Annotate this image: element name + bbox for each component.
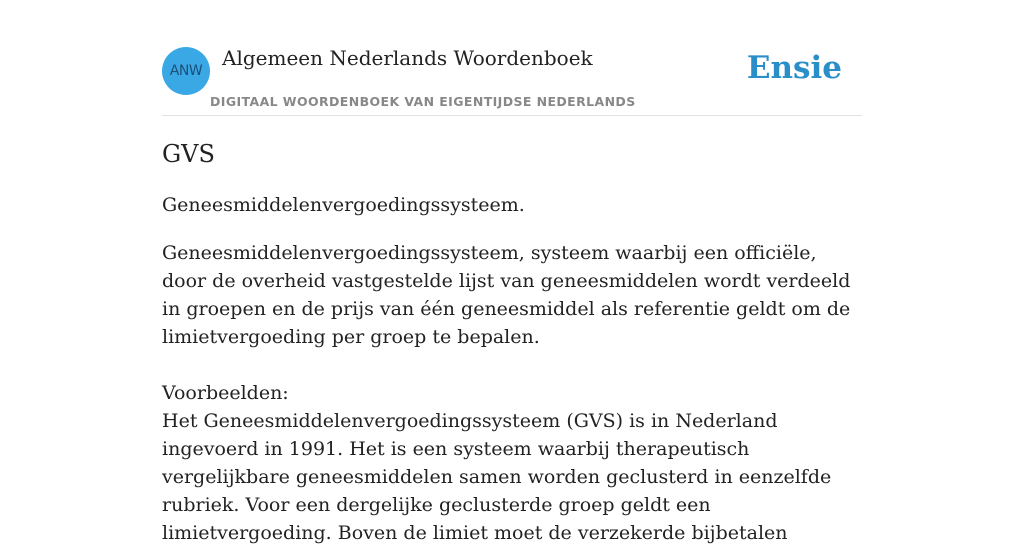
entry-example: Het Geneesmiddelenvergoedingssysteem (GVS) is in Nederland ingevoerd in 1991. Het is een systeem waarbij therapeutisch vergelijkbare geneesmiddelen samen worden geclusterd in eenzelfde rubriek. Voor een dergelijke geclusterde groep geldt een limietvergoeding. Boven de limiet moet de verzekerde bijbetalen: [162, 410, 832, 544]
entry-headword: GVS: [162, 140, 215, 168]
entry-body: [162, 239, 862, 547]
site-subtitle: DIGITAAL WOORDENBOEK VAN EIGENTIJDSE NEDERLANDS: [210, 94, 636, 109]
examples-label: Voorbeelden:: [162, 382, 289, 404]
page-container: [162, 0, 862, 544]
entry-short-definition: Geneesmiddelenvergoedingssysteem.: [162, 194, 525, 216]
site-header: [162, 0, 862, 116]
ensie-logo-link[interactable]: Ensie: [746, 50, 842, 86]
site-title[interactable]: Algemeen Nederlands Woordenboek: [222, 46, 593, 70]
anw-logo-text: ANW: [169, 63, 203, 79]
anw-logo[interactable]: [162, 47, 210, 95]
entry-definition: Geneesmiddelenvergoedingssysteem, systeem waarbij een officiële, door de overheid vastgestelde lijst van geneesmiddelen wordt verdeeld in groepen en de prijs van één geneesmiddel als referentie geldt om de limietvergoeding per groep te bepalen.: [162, 242, 851, 348]
